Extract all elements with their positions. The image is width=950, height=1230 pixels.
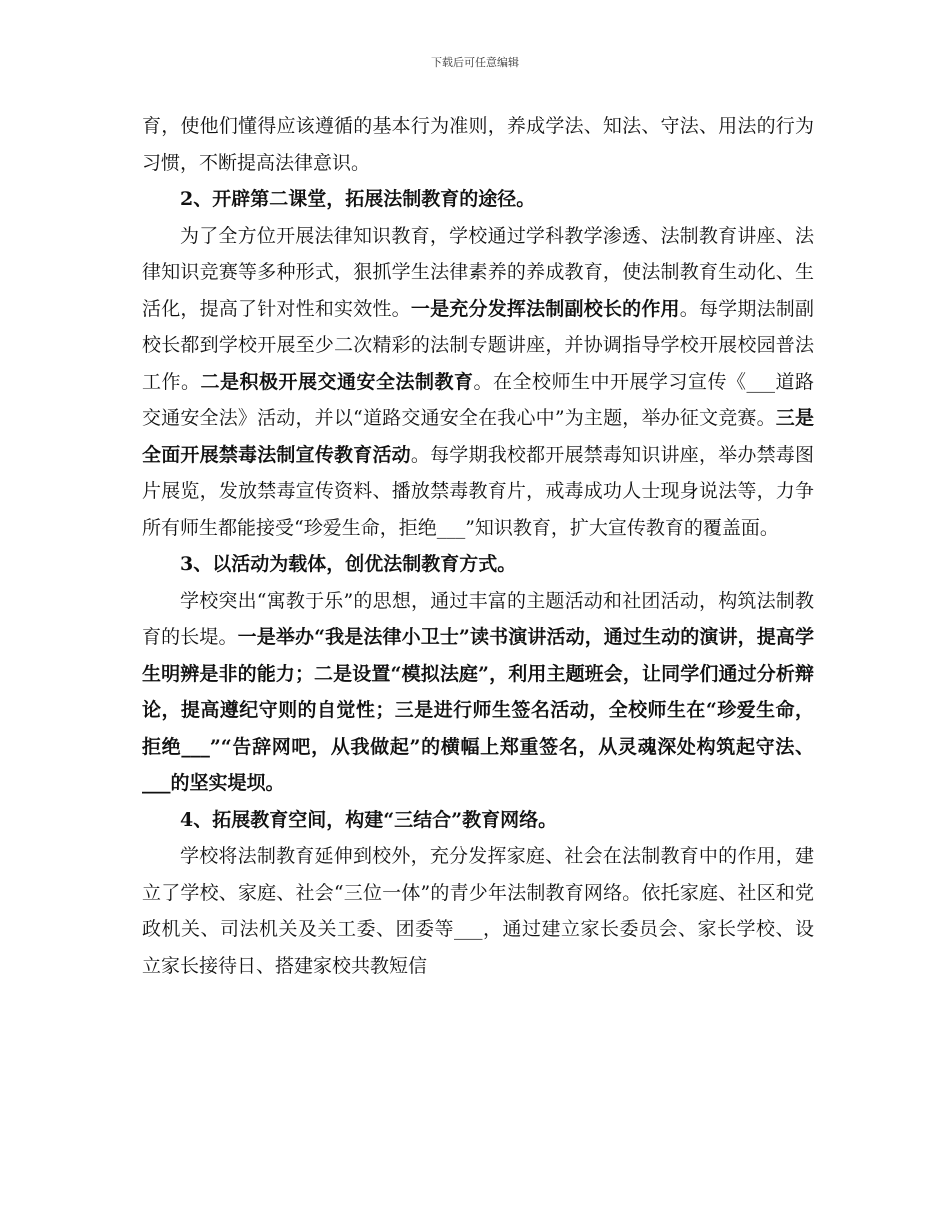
text-run: 。每学期法制副校长都到学校开展至少二次精彩的法制专题讲座，并协调指导学校开展校园普法工作。 [142, 297, 814, 393]
paragraph-education-network: 学校将法制教育延伸到校外，充分发挥家庭、社会在法制教育中的作用，建立了学校、家庭、社会“三位一体”的青少年法制教育网络。依托家庭、社区和党政机关、司法机关及关工委、团委等___，通过建立家长委员会、家长学校、设立家长接待日、搭建家校共教短信 [142, 845, 814, 977]
paragraph-continued: 育，使他们懂得应该遵循的基本行为准则，养成学法、知法、守法、用法的行为习惯，不断提高法律意识。 [142, 115, 814, 174]
section-heading-2: 2、开辟第二课堂，拓展法制教育的途径。 [180, 188, 536, 210]
bold-point-3: 三是全面开展禁毒法制宣传教育活动 [142, 407, 814, 466]
bold-point-2: 二是积极开展交通安全法制教育 [200, 370, 474, 393]
paragraph-second-classroom [142, 218, 814, 547]
paragraph-activities [142, 583, 814, 802]
page-header-note: 下载后可任意编辑 [431, 56, 519, 69]
bold-point-1: 一是充分发挥法制副校长的作用 [410, 297, 680, 320]
section-heading-4: 4、拓展教育空间，构建“三结合”教育网络。 [180, 808, 558, 831]
bold-activities: 一是举办“我是法律小卫士”读书演讲活动，通过生动的演讲，提高学生明辨是非的能力；二是设置“模拟法庭”，利用主题班会，让同学们通过分析辩论，提高遵纪守则的自觉性；三是进行师生签名活动，全校师生在“珍爱生命，拒绝___”“告辞网吧，从我做起”的横幅上郑重签名，从灵魂深处构筑起守法、___的坚实堤坝。 [142, 626, 814, 794]
document-body [142, 108, 814, 984]
text-run: 。在全校师生中开展学习宣传《___道路交通安全法》活动，并以“道路交通安全在我心中”为主题，举办征文竞赛。 [142, 370, 814, 429]
section-heading-3: 3、以活动为载体，创优法制教育方式。 [180, 553, 517, 575]
text-run: 。每学期我校都开展禁毒知识讲座，举办禁毒图片展览，发放禁毒宣传资料、播放禁毒教育片，戒毒成功人士现身说法等，力争所有师生都能接受“珍爱生命，拒绝___”知识教育，扩大宣传教育的覆盖面。 [142, 443, 814, 539]
text-run: 学校突出“寓教于乐”的思想，通过丰富的主题活动和社团活动，构筑法制教育的长堤。 [142, 589, 814, 648]
text-run: 为了全方位开展法律知识教育，学校通过学科教学渗透、法制教育讲座、法律知识竞赛等多种形式，狠抓学生法律素养的养成教育，使法制教育生动化、生活化，提高了针对性和实效性。 [142, 224, 814, 320]
